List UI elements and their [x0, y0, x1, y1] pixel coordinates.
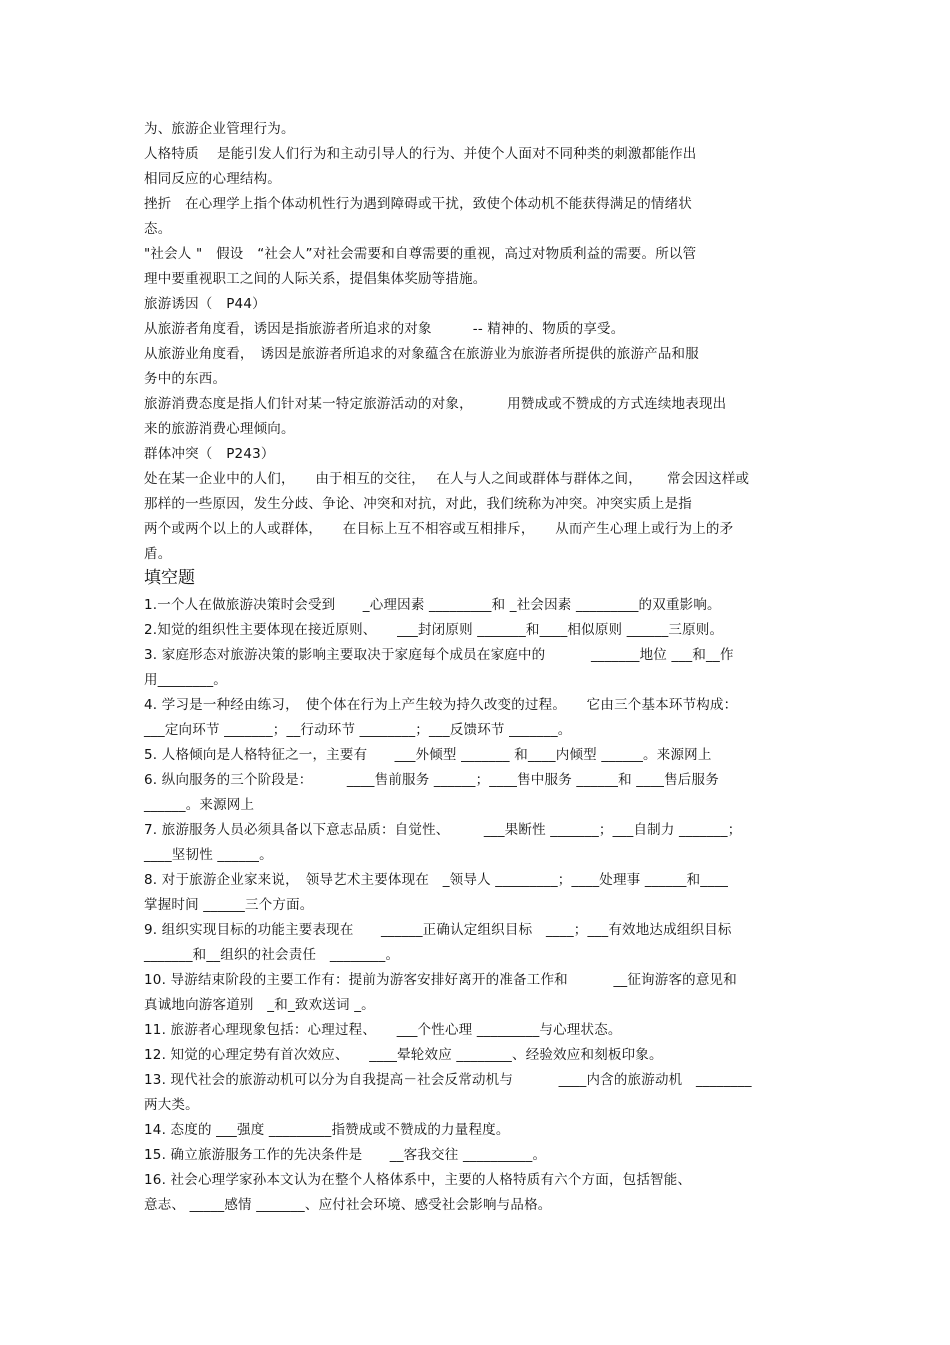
definition-line: "社会人 " 假设 “社会人”对社会需要和自尊需要的重视，高过对物质利益的需要。所以管	[144, 246, 697, 262]
fill-question-line: 14. 态度的 ___强度 _________指赞成或不赞成的力量程度。	[144, 1122, 510, 1138]
fill-question-line: 1.一个人在做旅游决策时会受到 _心理因素 _________和 _社会因素 _________的双重影响。	[144, 597, 721, 613]
definition-line: 旅游诱因（ P44）	[144, 296, 266, 312]
fill-in-section-heading: 填空题	[144, 568, 195, 588]
definition-line: 从旅游者角度看，诱因是指旅游者所追求的对象 -- 精神的、物质的享受。	[144, 321, 625, 337]
fill-question-line: 12. 知觉的心理定势有首次效应、 ____晕轮效应 ________、经验效应和刻板印象。	[144, 1047, 663, 1063]
definition-line: 态。	[144, 221, 172, 237]
fill-question-line: 16. 社会心理学家孙本文认为在整个人格体系中，主要的人格特质有六个方面，包括智能、	[144, 1172, 692, 1188]
fill-question-line: 8. 对于旅游企业家来说， 领导艺术主要体现在 _领导人 _________；____处理事 ______和____	[144, 872, 729, 888]
fill-question-line: 2.知觉的组织性主要体现在接近原则、 ___封闭原则 _______和____相似原则 ______三原则。	[144, 622, 724, 638]
fill-question-line: 9. 组织实现目标的功能主要表现在 ______正确认定组织目标 ____；___有效地达成组织目标	[144, 922, 732, 938]
definition-line: 人格特质 是能引发人们行为和主动引导人的行为、并使个人面对不同种类的刺激都能作出	[144, 146, 697, 162]
fill-question-line: 11. 旅游者心理现象包括：心理过程、 ___个性心理 _________与心理状态。	[144, 1022, 622, 1038]
fill-question-line: 意志、 _____感情 _______、应付社会环境、感受社会影响与品格。	[144, 1197, 552, 1213]
fill-question-line: 掌握时间 ______三个方面。	[144, 897, 314, 913]
definition-line: 为、旅游企业管理行为。	[144, 121, 295, 137]
definition-line: 盾。	[144, 546, 172, 562]
definition-line: 两个或两个以上的人或群体， 在目标上互不相容或互相排斥， 从而产生心理上或行为上的矛	[144, 521, 734, 537]
fill-question-line: 6. 纵向服务的三个阶段是： ____售前服务 ______；____售中服务 ______和 ____售后服务	[144, 772, 719, 788]
definition-line: 群体冲突（ P243）	[144, 446, 275, 462]
definition-line: 务中的东西。	[144, 371, 227, 387]
fill-question-line: ______。来源网上	[144, 797, 255, 813]
fill-question-line: 15. 确立旅游服务工作的先决条件是 __客我交往 __________。	[144, 1147, 547, 1163]
definition-line: 那样的一些原因，发生分歧、争论、冲突和对抗，对此，我们统称为冲突。冲突实质上是指	[144, 496, 692, 512]
fill-question-line: 真诚地向游客道别 _和_致欢送词 _。	[144, 997, 375, 1013]
fill-question-line: ____坚韧性 ______。	[144, 847, 273, 863]
definition-line: 从旅游业角度看， 诱因是旅游者所追求的对象蕴含在旅游业为旅游者所提供的旅游产品和服	[144, 346, 699, 362]
fill-question-line: 4. 学习是一种经由练习， 使个体在行为上产生较为持久改变的过程。 它由三个基本环节构成：	[144, 697, 738, 713]
fill-question-line: _______和__组织的社会责任 ________。	[144, 947, 400, 963]
definition-line: 旅游消费态度是指人们针对某一特定旅游活动的对象， 用赞成或不赞成的方式连续地表现出	[144, 396, 727, 412]
fill-question-line: 3. 家庭形态对旅游决策的影响主要取决于家庭每个成员在家庭中的 _______地位 ___和__作	[144, 647, 734, 663]
fill-question-line: 13. 现代社会的旅游动机可以分为自我提高－社会反常动机与 ____内含的旅游动机 ________	[144, 1072, 752, 1088]
fill-question-line: ___定向环节 _______；__行动环节 ________；___反馈环节 _______。	[144, 722, 572, 738]
definition-line: 处在某一企业中的人们， 由于相互的交往， 在人与人之间或群体与群体之间， 常会因这样或	[144, 471, 750, 487]
definition-line: 相同反应的心理结构。	[144, 171, 281, 187]
fill-question-line: 两大类。	[144, 1097, 199, 1113]
definition-line: 理中要重视职工之间的人际关系，提倡集体奖励等措施。	[144, 271, 487, 287]
fill-question-line: 7. 旅游服务人员必须具备以下意志品质：自觉性、 ___果断性 _______；___自制力 _______；	[144, 822, 742, 838]
fill-question-line: 用________。	[144, 672, 227, 688]
fill-question-line: 5. 人格倾向是人格特征之一，主要有 ___外倾型 _______ 和____内倾型 ______。来源网上	[144, 747, 712, 763]
definition-line: 来的旅游消费心理倾向。	[144, 421, 295, 437]
fill-question-line: 10. 导游结束阶段的主要工作有：提前为游客安排好离开的准备工作和 __征询游客的意见和	[144, 972, 737, 988]
definition-line: 挫折 在心理学上指个体动机性行为遇到障碍或干扰，致使个体动机不能获得满足的情绪状	[144, 196, 692, 212]
